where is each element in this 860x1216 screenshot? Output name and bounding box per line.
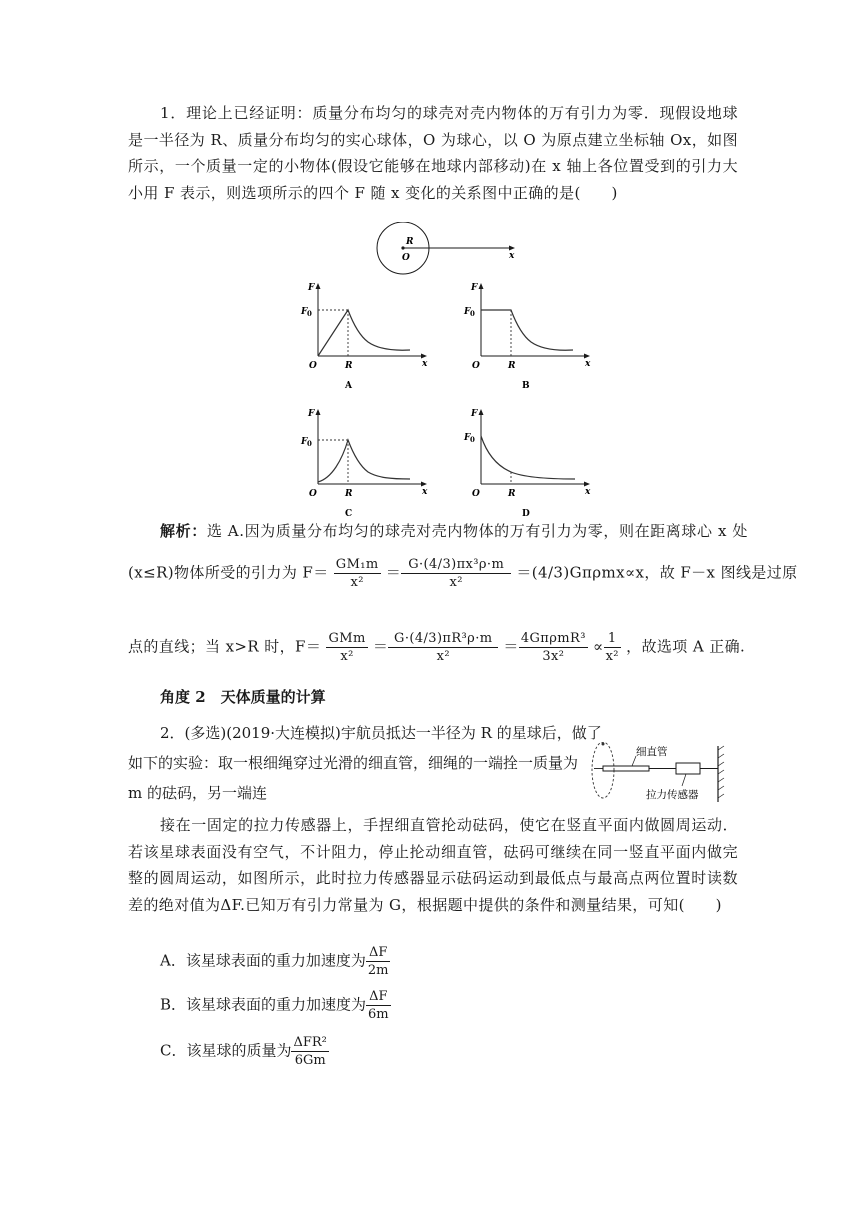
question-2-line-3: m 的砝码，另一端连 — [128, 784, 267, 802]
svg-text:0: 0 — [307, 439, 312, 448]
tube-sensor-figure — [588, 742, 748, 806]
sphere-label-x: x — [509, 251, 515, 261]
solution-line-3: 点的直线；当 x>R 时，F＝ $\frac{\text{GMm}}{\text{x²}}$ ＝ $\frac{\text{G·(4/3)πR³ρ·m}}{\text{x²}}$ ＝ $\frac{\text{4GπρmR³}}{\text{3x²}}$ ∝ $\frac{1}{\text{x²}}$ ，故选项 A 正确. — [128, 631, 746, 664]
sphere-label-O: O — [402, 253, 410, 263]
sphere-label-R: R — [406, 237, 414, 247]
section-heading: 角度 2 天体质量的计算 — [160, 688, 326, 706]
svg-text:O: O — [309, 489, 317, 499]
svg-text:R: R — [508, 361, 516, 371]
svg-text:O: O — [472, 489, 480, 499]
svg-text:F: F — [464, 433, 471, 443]
svg-text:F: F — [471, 283, 478, 293]
graph-c — [296, 404, 436, 522]
question-2-line-2: 如下的实验：取一根细绳穿过光滑的细直管，细绳的一端拴一质量为 — [128, 754, 579, 772]
option-a: A．该星球表面的重力加速度为 $\frac{\Delta F}{2m}$ — [160, 945, 389, 978]
svg-text:F: F — [308, 409, 315, 419]
straight-tube — [603, 766, 649, 771]
svg-text:F: F — [471, 409, 478, 419]
svg-text:x: x — [585, 487, 591, 497]
option-c: C．该星球的质量为 $\frac{\text{ΔFR²}}{6Gm}$ — [160, 1035, 327, 1068]
svg-text:F: F — [464, 307, 471, 317]
svg-text:F: F — [301, 437, 308, 447]
svg-text:O: O — [472, 361, 480, 371]
svg-text:R: R — [345, 361, 353, 371]
svg-text:x: x — [585, 359, 591, 369]
svg-text:0: 0 — [307, 309, 312, 318]
graph-label-b: B — [522, 381, 530, 391]
svg-text:x: x — [422, 359, 428, 369]
question-1-text: 1．理论上已经证明：质量分布均匀的球壳对壳内物体的万有引力为零．现假设地球是一半径为 R、质量分布均匀的实心球体，O 为球心，以 O 为原点建立坐标轴 Ox，如图所示，一个质量一定的小物体(假设它能够在地球内部移动)在 x 轴上各位置受到的引力大小用 F 表示，则选项所示的四个 F 随 x 变化的关系图中正确的是( ) — [128, 104, 738, 202]
svg-text:R: R — [345, 489, 353, 499]
svg-text:F: F — [308, 283, 315, 293]
solution-line-1: 解析：选 A.因为质量分布均匀的球壳对壳内物体的万有引力为零，则在距离球心 x 处 — [160, 522, 748, 540]
sphere-axis-figure — [370, 222, 530, 282]
question-2-text: 接在一固定的拉力传感器上，手捏细直管抡动砝码，使它在竖直平面内做圆周运动．若该星球表面没有空气，不计阻力，停止抡动细直管，砝码可继续在同一竖直平面内做完整的圆周运动，如图所示，此时拉力传感器显示砝码运动到最低点与最高点两位置时读数差的绝对值为ΔF.已知万有引力常量为 G，根据题中提供的条件和测量结果，可知( ) — [128, 816, 738, 914]
sensor-label: 拉力传感器 — [646, 789, 699, 801]
force-sensor — [676, 763, 700, 774]
graph-b — [459, 278, 599, 396]
svg-text:F: F — [301, 307, 308, 317]
graph-label-c: C — [345, 509, 353, 519]
graph-label-d: D — [522, 509, 530, 519]
question-2-line-1: 2．(多选)(2019·大连模拟)宇航员抵达一半径为 R 的星球后，做了 — [160, 724, 602, 742]
svg-text:0: 0 — [470, 435, 475, 444]
svg-text:O: O — [309, 361, 317, 371]
tube-label: 细直管 — [636, 746, 668, 758]
graph-d — [459, 404, 599, 522]
solution-line-2: (x≤R)物体所受的引力为 F＝ $\frac{\text{GM₁m}}{\text{x²}}$ ＝ $\frac{\text{G·(4/3)πx³ρ·m}}{\text{x²}}$ ＝(4/3)Gπρmx∝x，故 F－x 图线是过原 — [128, 557, 798, 590]
graph-label-a: A — [345, 381, 352, 391]
weight-dot — [602, 743, 605, 746]
svg-text:x: x — [422, 487, 428, 497]
svg-text:0: 0 — [470, 309, 475, 318]
graph-a — [296, 278, 436, 396]
svg-text:R: R — [508, 489, 516, 499]
option-b: B．该星球表面的重力加速度为 $\frac{\Delta F}{6m}$ — [160, 989, 389, 1022]
